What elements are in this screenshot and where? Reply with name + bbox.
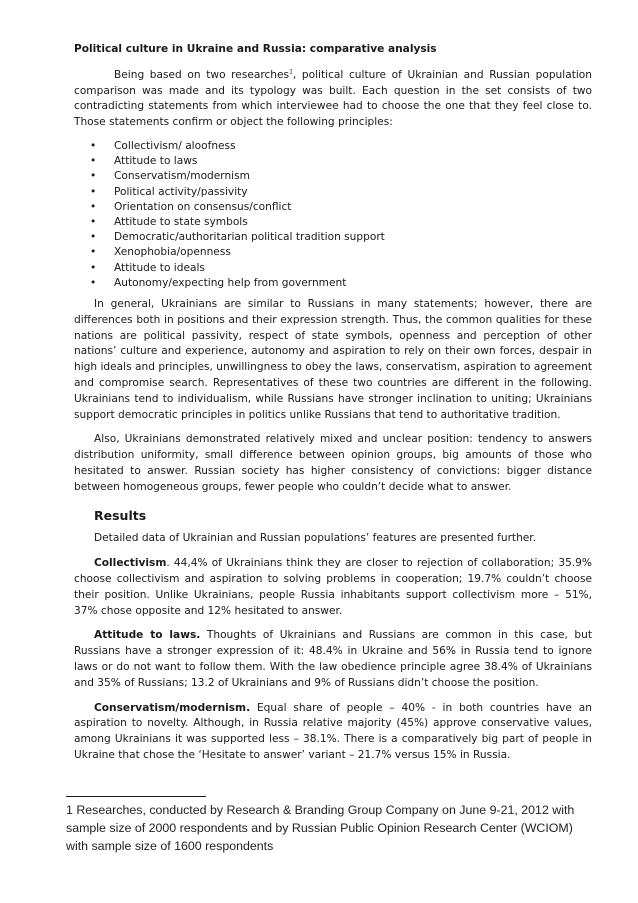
also-paragraph: Also, Ukrainians demonstrated relatively mixed and unclear position: tendency to answers distribution uniformity, small difference between opinion groups, big amounts of those who hesitated to answer. Russian society has higher consistency of convictions: bigger distance between homogeneous groups, fewer people who couldn’t decide what to answer. [74, 433, 592, 493]
principle-label: Collectivism/ aloofness [114, 139, 236, 152]
collectivism-paragraph [74, 556, 592, 619]
footnote-reference[interactable]: 1 [289, 68, 293, 76]
laws-paragraph [74, 628, 592, 691]
bullet-icon: • [90, 231, 97, 244]
footnote-divider [66, 796, 206, 797]
document-page [74, 42, 592, 764]
principle-label: Xenophobia/openness [114, 246, 231, 259]
conservatism-label: Conservatism/modernism. [94, 701, 251, 714]
principle-label: Attitude to ideals [114, 261, 205, 274]
general-paragraph: In general, Ukrainians are similar to Russians in many statements; however, there are differences both in positions and their expression strength. Thus, the common qualities for these nations are political passivity, respect of state symbols, openness and perception of other nations’ culture and experience, autonomy and aspiration to rely on their own forces, despair in high ideals and principles, unwillingness to obey the laws, conservatism, aspiration to agreement and compromise search. Representatives of these two countries are different in the following. Ukrainians tend to individualism, while Russians have stronger inclination to uniting; Ukrainians support democratic principles in politics unlike Russians that tend to authoritative tradition. [74, 298, 592, 421]
bullet-icon: • [90, 261, 97, 274]
principle-label: Democratic/authoritarian political tradition support [114, 231, 385, 244]
principle-label: Autonomy/expecting help from government [114, 276, 347, 289]
bullet-icon: • [90, 185, 97, 198]
principle-label: Conservatism/modernism [114, 170, 250, 183]
principle-item [90, 169, 592, 184]
conservatism-text: Equal share of people – 40% - in both countries have an aspiration to novelty. Although, in Russia relative majority (45%) approve conservative values, among Ukrainians it was supported less – 38.1%. There is a comparatively big part of people in Ukraine that chose the ‘Hesitate to answer’ variant – 21.7% versus 15% in Russia. [74, 701, 592, 761]
bullet-icon: • [90, 216, 97, 228]
principle-item [90, 276, 592, 291]
principle-item [90, 245, 592, 260]
principle-item [90, 261, 592, 276]
collectivism-label: Collectivism [94, 557, 167, 570]
bullet-icon: • [90, 246, 97, 259]
principle-label: Attitude to state symbols [114, 216, 248, 228]
conservatism-paragraph [74, 701, 592, 764]
principles-list [74, 139, 592, 291]
laws-text: Thoughts of Ukrainians and Russians are common in this case, but Russians have a stronger expression of it: 48.4% in Ukraine and 56% in Russia tend to ignore laws or do not want to follow them. With the law obedience principle agree 38.4% of Ukrainians and 35% of Russians; 13.2 of Ukrainians and 9% of Russians didn’t choose the position. [74, 629, 592, 689]
principle-label: Political activity/passivity [114, 185, 248, 198]
laws-label: Attitude to laws. [94, 629, 201, 642]
principle-item [90, 185, 592, 200]
principle-item [90, 215, 592, 230]
bullet-icon: • [90, 139, 97, 152]
collectivism-text: . 44,4% of Ukrainians think they are closer to rejection of collaboration; 35.9% choose collectivism and aspiration to solving problems in cooperation; 19.7% couldn’t choose their position. Unlike Ukrainians, people Russia inhabitants support collectivism more – 51%, 37% chose opposite and 12% hesitated to answer. [74, 557, 592, 617]
principle-label: Attitude to laws [114, 155, 198, 168]
bullet-icon: • [90, 155, 97, 168]
results-intro-paragraph: Detailed data of Ukrainian and Russian populations’ features are presented further. [94, 532, 537, 545]
bullet-icon: • [90, 170, 97, 183]
intro-text-end: , political culture of Ukrainian and Russian population comparison was made and its typology was built. Each question in the set consists of two contradicting statements from which interviewee had to choose the one that they feel close to. Those statements confirm or object the following principles: [74, 68, 592, 129]
footnote-text: 1 Researches, conducted by Research & Branding Group Company on June 9-21, 2012 with sample size of 2000 respondents and by Russian Public Opinion Research Center (WCIOM) with sample size of 1600 respondents [66, 803, 575, 853]
bullet-icon: • [90, 200, 97, 213]
principle-item [90, 230, 592, 245]
principle-item [90, 200, 592, 215]
bullet-icon: • [90, 276, 97, 289]
principle-item [90, 154, 592, 169]
footnote [66, 796, 596, 855]
results-heading: Results [94, 507, 147, 523]
principle-item [90, 139, 592, 154]
intro-paragraph [74, 68, 592, 131]
intro-text-start: Being based on two researches [114, 68, 290, 81]
principle-label: Orientation on consensus/conflict [114, 200, 292, 213]
document-title: Political culture in Ukraine and Russia: comparative analysis [74, 43, 437, 55]
